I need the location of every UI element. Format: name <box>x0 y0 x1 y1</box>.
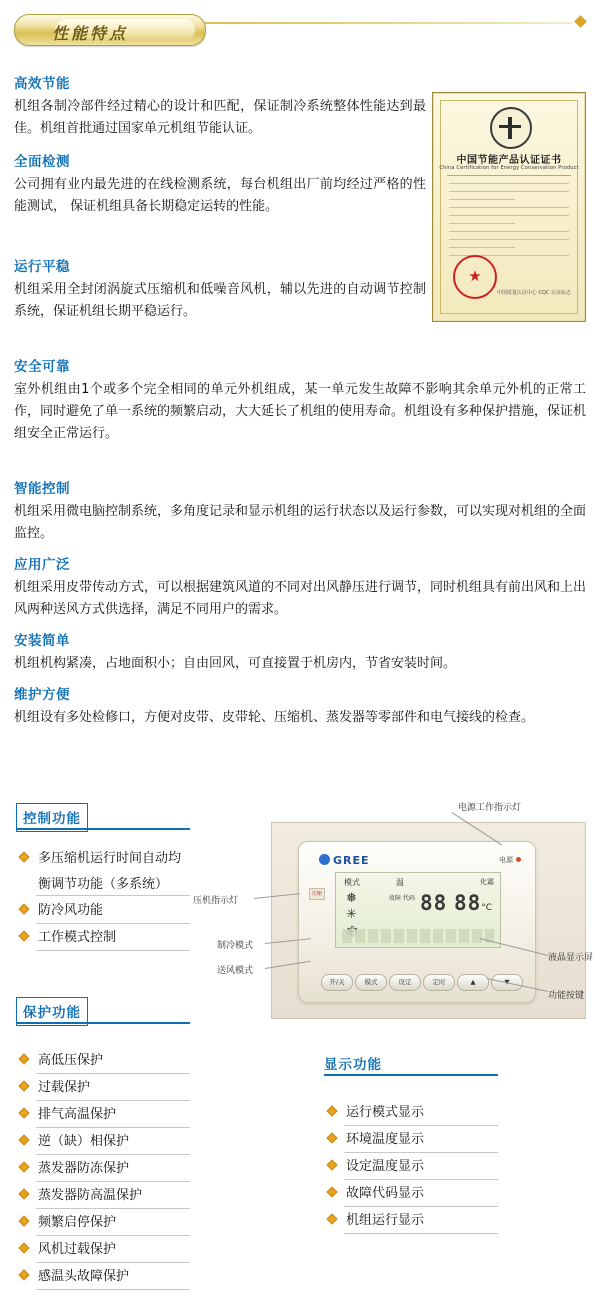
bullet-diamond-icon <box>18 1242 29 1253</box>
display-item-1-rule <box>344 1125 498 1126</box>
display-heading-underline <box>324 1074 498 1076</box>
protection-item-8-rule <box>36 1262 190 1263</box>
control-item-3[interactable] <box>20 925 190 951</box>
bullet-diamond-icon <box>18 1107 29 1118</box>
protection-item-6[interactable] <box>20 1183 190 1209</box>
feature-heading-1: 高效节能 <box>14 76 70 92</box>
feature-heading-6: 应用广泛 <box>14 557 70 573</box>
lcd-fault-label: 故障 代码 <box>389 895 415 902</box>
feature-body-4: 室外机组由1个或多个完全相同的单元外机组成，某一单元发生故障不影响其余单元外机的正常工作，同时避免了单一系统的频繁启动，大大延长了机组的使用寿命。机组设有多种保护措施，保证机组安全正常运行。 <box>14 382 587 441</box>
control-item-3-rule <box>36 950 190 951</box>
bullet-diamond-icon <box>18 1269 29 1280</box>
protection-item-3-label: 排气高温保护 <box>38 1107 117 1122</box>
feature-block-6 <box>14 553 586 621</box>
feature-block-5 <box>14 477 586 545</box>
lcd-temp-label: 温 <box>396 878 404 887</box>
protection-item-4-rule <box>36 1154 190 1155</box>
display-item-2-label: 环境温度显示 <box>346 1132 425 1147</box>
feature-block-4 <box>14 355 586 445</box>
display-item-5[interactable] <box>328 1208 498 1234</box>
power-label: 电源 <box>499 856 513 864</box>
callout-lcd-screen: 液晶显示屏 <box>548 953 594 963</box>
display-item-2[interactable] <box>328 1127 498 1153</box>
protection-item-4-label: 逆（缺）相保护 <box>38 1134 130 1149</box>
control-item-2[interactable] <box>20 898 190 924</box>
lcd-degree-unit: °C <box>481 903 492 913</box>
control-item-1-label-line2: 衡调节功能（多系统） <box>38 877 169 892</box>
display-item-4-label: 故障代码显示 <box>346 1186 425 1201</box>
feature-heading-2: 全面检测 <box>14 154 70 170</box>
bullet-diamond-icon <box>18 1080 29 1091</box>
protection-item-5-label: 蒸发器防冻保护 <box>38 1161 130 1176</box>
protection-item-3-rule <box>36 1127 190 1128</box>
controller-button-row <box>321 974 517 990</box>
section-heading-display: 显示功能 <box>324 1057 382 1073</box>
feature-block-7 <box>14 629 586 675</box>
button-up[interactable]: ▲ <box>457 974 489 991</box>
banner-rule <box>200 22 572 24</box>
feature-heading-4: 安全可靠 <box>14 359 70 375</box>
display-item-1[interactable] <box>328 1100 498 1126</box>
certificate-subtitle: China Certification for Energy Conservation Product <box>439 165 579 171</box>
bullet-diamond-icon <box>18 1161 29 1172</box>
bullet-diamond-icon <box>18 1188 29 1199</box>
protection-item-9[interactable] <box>20 1264 190 1290</box>
display-item-3-rule <box>344 1179 498 1180</box>
button-timer[interactable]: 定时 <box>423 974 455 991</box>
lcd-digits-right: 88 <box>454 891 482 915</box>
control-item-1[interactable] <box>20 846 190 872</box>
display-item-3-label: 设定温度显示 <box>346 1159 425 1174</box>
control-item-1-rule <box>36 895 190 896</box>
bullet-diamond-icon <box>326 1213 337 1224</box>
protection-item-2[interactable] <box>20 1075 190 1101</box>
protection-item-3[interactable] <box>20 1102 190 1128</box>
callout-fan-mode: 送风模式 <box>217 966 254 976</box>
gree-logo <box>319 854 370 867</box>
protection-item-9-rule <box>36 1289 190 1290</box>
protection-item-7-rule <box>36 1235 190 1236</box>
bullet-diamond-icon <box>18 1053 29 1064</box>
display-item-5-label: 机组运行显示 <box>346 1213 425 1228</box>
section-heading-control: 控制功能 <box>16 803 88 832</box>
page-banner <box>0 8 600 50</box>
feature-heading-3: 运行平稳 <box>14 259 70 275</box>
feature-body-8: 机组设有多处检修口，方便对皮带、皮带轮、压缩机、蒸发器等零部件和电气接线的检查。 <box>14 710 535 725</box>
feature-body-1: 机组各制冷部件经过精心的设计和匹配，保证制冷系统整体性能达到最佳。机组首批通过国家单元机组节能认证。 <box>14 99 426 136</box>
callout-power-indicator: 电源工作指示灯 <box>458 803 522 813</box>
bullet-diamond-icon <box>18 903 29 914</box>
section-heading-protection: 保护功能 <box>16 997 88 1026</box>
callout-compressor-indicator: 压机指示灯 <box>193 896 239 906</box>
display-item-5-rule <box>344 1233 498 1234</box>
protection-item-5[interactable] <box>20 1156 190 1182</box>
protection-item-1-rule <box>36 1073 190 1074</box>
gree-mark-icon <box>319 854 330 865</box>
protection-item-8[interactable] <box>20 1237 190 1263</box>
feature-body-3: 机组采用全封闭涡旋式压缩机和低噪音风机，辅以先进的自动调节控制系统，保证机组长期平稳运行。 <box>14 282 426 319</box>
protection-item-7[interactable] <box>20 1210 190 1236</box>
protection-heading-underline <box>16 1022 190 1024</box>
lcd-digits-left: 88 <box>420 891 448 915</box>
feature-block-8 <box>14 683 586 729</box>
protection-item-6-rule <box>36 1208 190 1209</box>
certificate-title: 中国节能产品认证证书 <box>456 155 562 166</box>
compressor-led: 压缩 <box>309 888 325 900</box>
feature-heading-5: 智能控制 <box>14 481 70 497</box>
protection-item-1-label: 高低压保护 <box>38 1053 104 1068</box>
protection-item-2-label: 过载保护 <box>38 1080 91 1095</box>
lcd-mode-label: 模式 <box>344 878 360 887</box>
control-item-3-label: 工作模式控制 <box>38 930 117 945</box>
protection-item-1[interactable] <box>20 1048 190 1074</box>
feature-block-3 <box>14 255 426 323</box>
certificate-text-lines <box>449 183 569 263</box>
feature-heading-8: 维护方便 <box>14 687 70 703</box>
banner-diamond-icon <box>574 15 587 28</box>
protection-item-7-label: 频繁启停保护 <box>38 1215 117 1230</box>
protection-item-2-rule <box>36 1100 190 1101</box>
feature-block-2 <box>14 150 426 218</box>
certificate-seal-icon: ★ <box>453 255 497 299</box>
certificate-image <box>432 92 586 322</box>
feature-body-2: 公司拥有业内最先进的在线检测系统，每台机组出厂前均经过严格的性能测试， 保证机组具备长期稳定运转的性能。 <box>14 177 426 214</box>
protection-item-9-label: 感温头故障保护 <box>38 1269 130 1284</box>
display-item-4[interactable] <box>328 1181 498 1207</box>
bullet-diamond-icon <box>18 930 29 941</box>
button-set[interactable]: 设定 <box>389 974 421 991</box>
control-item-2-label: 防冷风功能 <box>38 903 104 918</box>
feature-body-7: 机组机构紧凑，占地面积小；自由回风，可直接置于机房内，节省安装时间。 <box>14 656 457 671</box>
control-item-1-label: 多压缩机运行时间自动均 <box>38 851 182 866</box>
certificate-divider <box>447 175 571 176</box>
gree-wordmark: GREE <box>333 854 370 867</box>
display-item-3[interactable] <box>328 1154 498 1180</box>
feature-body-6: 机组采用皮带传动方式，可以根据建筑风道的不同对出风静压进行调节，同时机组具有前出风和上出风两种送风方式供选择，满足不同用户的需求。 <box>14 580 587 617</box>
protection-item-8-label: 风机过载保护 <box>38 1242 117 1257</box>
protection-item-4[interactable] <box>20 1129 190 1155</box>
bullet-diamond-icon <box>326 1132 337 1143</box>
certificate-footer: 中国质量认证中心 CQC 认证标志 <box>496 290 571 296</box>
display-item-1-label: 运行模式显示 <box>346 1105 425 1120</box>
display-item-2-rule <box>344 1152 498 1153</box>
bullet-diamond-icon <box>18 1215 29 1226</box>
callout-cooling-mode: 制冷模式 <box>217 941 254 951</box>
page-title: 性能特点 <box>52 24 129 43</box>
control-item-2-rule <box>36 923 190 924</box>
bullet-diamond-icon <box>326 1105 337 1116</box>
control-heading-underline <box>16 828 190 830</box>
protection-item-6-label: 蒸发器防高温保护 <box>38 1188 143 1203</box>
power-led-icon <box>516 857 521 862</box>
button-onoff[interactable]: 开/关 <box>321 974 353 991</box>
feature-block-1 <box>14 72 426 140</box>
lcd-segment-bar <box>342 929 494 943</box>
display-item-4-rule <box>344 1206 498 1207</box>
bullet-diamond-icon <box>18 1134 29 1145</box>
bullet-diamond-icon <box>326 1159 337 1170</box>
feature-heading-7: 安装简单 <box>14 633 70 649</box>
controller-panel <box>298 841 536 1003</box>
snowflake-icon: ❅ <box>346 891 357 906</box>
button-mode[interactable]: 模式 <box>355 974 387 991</box>
lcd-display <box>335 872 501 948</box>
callout-function-keys: 功能按键 <box>548 991 585 1001</box>
feature-body-5: 机组采用微电脑控制系统，多角度记录和显示机组的运行状态以及运行参数，可以实现对机组的全面监控。 <box>14 504 587 541</box>
protection-item-5-rule <box>36 1181 190 1182</box>
lcd-defrost-label: 化霜 <box>480 878 494 886</box>
bullet-diamond-icon <box>18 851 29 862</box>
fan-icon: ✳ <box>346 907 357 922</box>
certification-logo-icon <box>490 107 532 149</box>
bullet-diamond-icon <box>326 1186 337 1197</box>
